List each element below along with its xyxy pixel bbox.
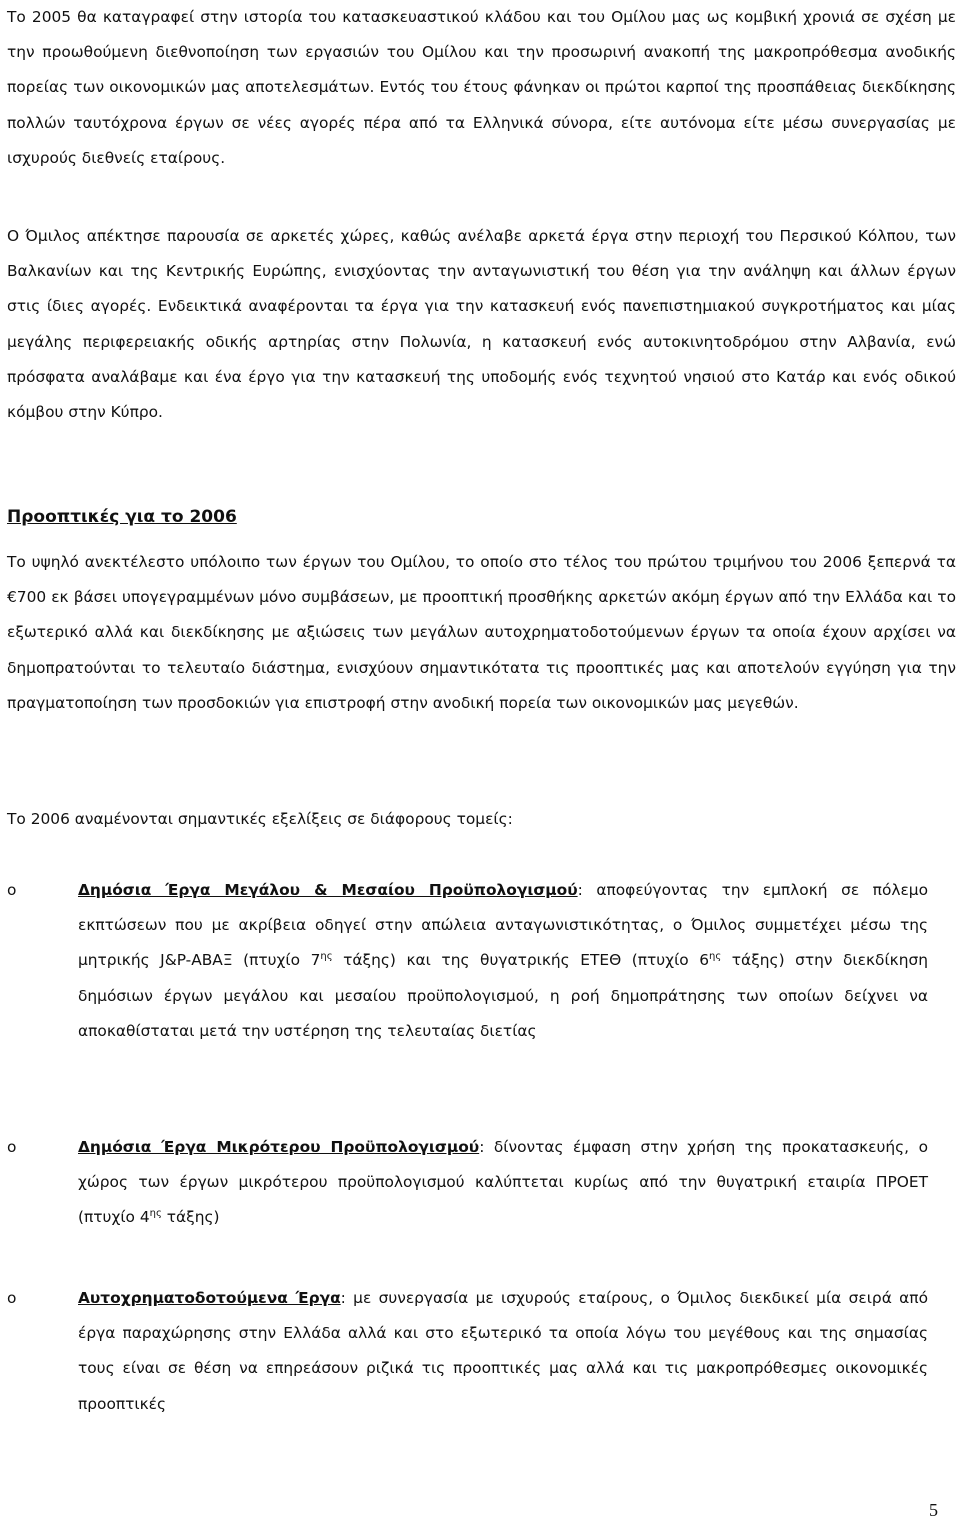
paragraph-3: Το υψηλό ανεκτέλεστο υπόλοιπο των έργων του Ομίλου, το οποίο στο τέλος του πρώτου τριμήνου του 2006 ξεπερνά τα €700 εκ βάσει υπογεγραμμένων μόνο συμβάσεων, με προοπτική προσθήκης αρκετών ακόμη έργων από την Ελλάδα και το εξωτερικό αλλά και διεκδίκησης με αξιώσεις των μεγάλων αυτοχρηματοδοτούμενων έργων τα οποία έχουν αρχίσει να δημοπρατούνται το τελευταίο διάστημα, ενισχύουν σημαντικότατα τις προοπτικές μας και αποτελούν εγγύηση για την πραγματοποίηση των προσδοκιών για επιστροφή στην ανοδική πορεία των οικονομικών μας μεγεθών. [7, 553, 956, 712]
list-item-text [78, 1281, 928, 1422]
list-item-body: : δίνοντας έμφαση στην χρήση της προκατασκευής, ο χώρος των έργων μικρότερου προϋπολογισμού καλύπτεται κυρίως από την θυγατρική εταιρία ΠΡΟΕΤ (πτυχίο 4 [78, 1138, 928, 1227]
paragraph-2: Ο Όμιλος απέκτησε παρουσία σε αρκετές χώρες, καθώς ανέλαβε αρκετά έργα στην περιοχή του Περσικού Κόλπου, των Βαλκανίων και της Κεντρικής Ευρώπης, ενισχύοντας την ανταγωνιστική του θέση για την ανάληψη και άλλων έργων στις ίδιες αγορές. Ενδεικτικά αναφέρονται τα έργα για την κατασκευή ενός πανεπιστημιακού συγκροτήματος και μίας μεγάλης περιφερειακής οδικής αρτηρίας στην Πολωνία, η κατασκευή ενός αυτοκινητοδρόμου στην Αλβανία, ενώ πρόσφατα αναλάβαμε και ένα έργο για την κατασκευή της υποδομής ενός τεχνητού νησιού στο Κατάρ και ενός οδικού κόμβου στην Κύπρο. [7, 227, 956, 422]
section-heading: Προοπτικές για το 2006 [7, 507, 237, 527]
bullet-icon: o [7, 1289, 17, 1307]
list-item-text [78, 873, 928, 1049]
list-item-text [78, 1130, 928, 1236]
list-item-body: τάξης) [161, 1208, 220, 1227]
superscript: ης [320, 951, 333, 963]
list-item-body: τάξης) στην διεκδίκηση δημόσιων έργων μεγάλου και μεσαίου προϋπολογισμού, η ροή δημοπράτησης των οποίων δείχνει να αποκαθίσταται μετά την υστέρηση της τελευταίας διετίας [78, 951, 928, 1040]
list-item-body: τάξης) και της θυγατρικής ΕΤΕΘ (πτυχίο 6 [332, 951, 710, 970]
paragraph-4: Το 2006 αναμένονται σημαντικές εξελίξεις σε διάφορους τομείς: [7, 810, 513, 828]
superscript: ης [149, 1208, 162, 1220]
list-item-title: Αυτοχρηματοδοτούμενα Έργα [78, 1289, 341, 1307]
list-item-body: : αποφεύγοντας την εμπλοκή σε πόλεμο εκπτώσεων που με ακρίβεια οδηγεί στην απώλεια ανταγωνιστικότητας, ο Όμιλος συμμετέχει μέσω της μητρικής J&P-ΑΒΑΞ (πτυχίο 7 [78, 881, 928, 970]
paragraph-1: Το 2005 θα καταγραφεί στην ιστορία του κατασκευαστικού κλάδου και του Ομίλου μας ως κομβική χρονιά σε σχέση με την προωθούμενη διεθνοποίηση των εργασιών του Ομίλου και την προσωρινή ανακοπή της μακροπρόθεσμα ανοδικής πορείας των οικονομικών μας αποτελεσμάτων. Εντός του έτους φάνηκαν οι πρώτοι καρποί της προσπάθειας διεκδίκησης πολλών ταυτόχρονα έργων σε νέες αγορές πέρα από τα Ελληνικά σύνορα, είτε αυτόνομα είτε μέσω συνεργασίας με ισχυρούς διεθνείς εταίρους. [7, 8, 956, 167]
list-item-body: : με συνεργασία με ισχυρούς εταίρους, ο Όμιλος διεκδικεί μία σειρά από έργα παραχώρησης στην Ελλάδα αλλά και στο εξωτερικό τα οποία λόγω του μεγέθους και της σημασίας τους είναι σε θέση να επηρεάσουν ριζικά τις προοπτικές μας αλλά και τις μακροπρόθεσμες οικονομικές προοπτικές [78, 1289, 928, 1413]
list-item-title: Δημόσια Έργα Μεγάλου & Μεσαίου Προϋπολογισμού [78, 881, 578, 899]
page-number: 5 [929, 1500, 938, 1520]
bullet-icon: o [7, 1138, 17, 1156]
superscript: ης [709, 951, 722, 963]
bullet-icon: o [7, 881, 17, 899]
list-item-title: Δημόσια Έργα Μικρότερου Προϋπολογισμού [78, 1138, 480, 1156]
